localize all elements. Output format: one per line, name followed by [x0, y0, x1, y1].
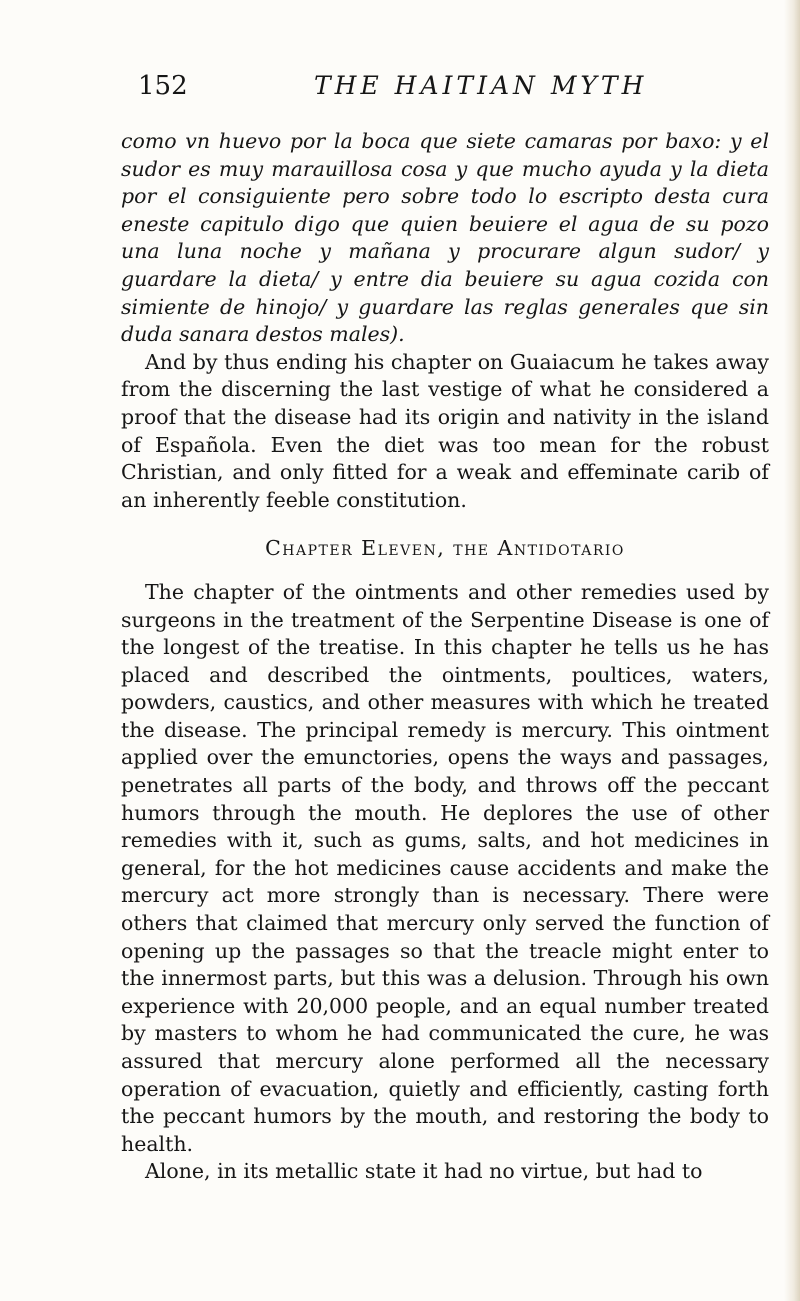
page-header [138, 68, 768, 108]
chapter-heading: Chapter Eleven, the Antidotario [265, 536, 625, 561]
paragraph: Alone, in its metallic state it had no virtue, but had to [145, 1159, 703, 1184]
page-edge-shadow [784, 0, 800, 1301]
running-title: THE HAITIAN MYTH [314, 71, 648, 100]
paragraph: And by thus ending his chapter on Guaiacum he takes away from the discerning the last vestige of what he considered a proof that the disease had its origin and nativity in the island of Española. Even the diet was too mean for the robust Christian, and only fitted for a weak and effeminate carib of an inherently feeble constitution. [121, 349, 769, 512]
paragraph: The chapter of the ointments and other remedies used by surgeons in the treatment of the Serpentine Disease is one of the longest of the treatise. In this chapter he tells us he has placed and described the ointments, poultices, waters, powders, caustics, and other measures with which he treated the disease. The principal remedy is mercury. This ointment applied over the emunctories, opens the ways and passages, penetrates all parts of the body, and throws off the peccant humors through the mouth. He deplores the use of other remedies with it, such as gums, salts, and hot medicines in general, for the hot medicines cause accidents and make the mercury act more strongly than is necessary. There were others that claimed that mercury only served the function of opening up the passages so that the treacle might enter to the innermost parts, but this was a delusion. Through his own experience with 20,000 people, and an equal number treated by masters to whom he had communicated the cure, he was assured that mercury alone performed all the necessary operation of evacuation, quietly and efficiently, casting forth the peccant humors by the mouth, and restoring the body to health. [121, 579, 769, 1156]
spanish-quotation: como vn huevo por la boca que siete camaras por baxo: y el sudor es muy marauillosa cosa y que mucho ayuda y la dieta por el consiguiente pero sobre todo lo escripto desta cura eneste capitulo digo que quien beuiere el agua de su pozo una luna noche y mañana y procurare algun sudor/ y guardare la dieta/ y entre dia beuiere su agua cozida con simiente de hinojo/ y guardare las reglas generales que sin duda sanara destos males). [121, 129, 769, 347]
page-number: 152 [138, 71, 188, 101]
page-body [121, 128, 769, 1186]
